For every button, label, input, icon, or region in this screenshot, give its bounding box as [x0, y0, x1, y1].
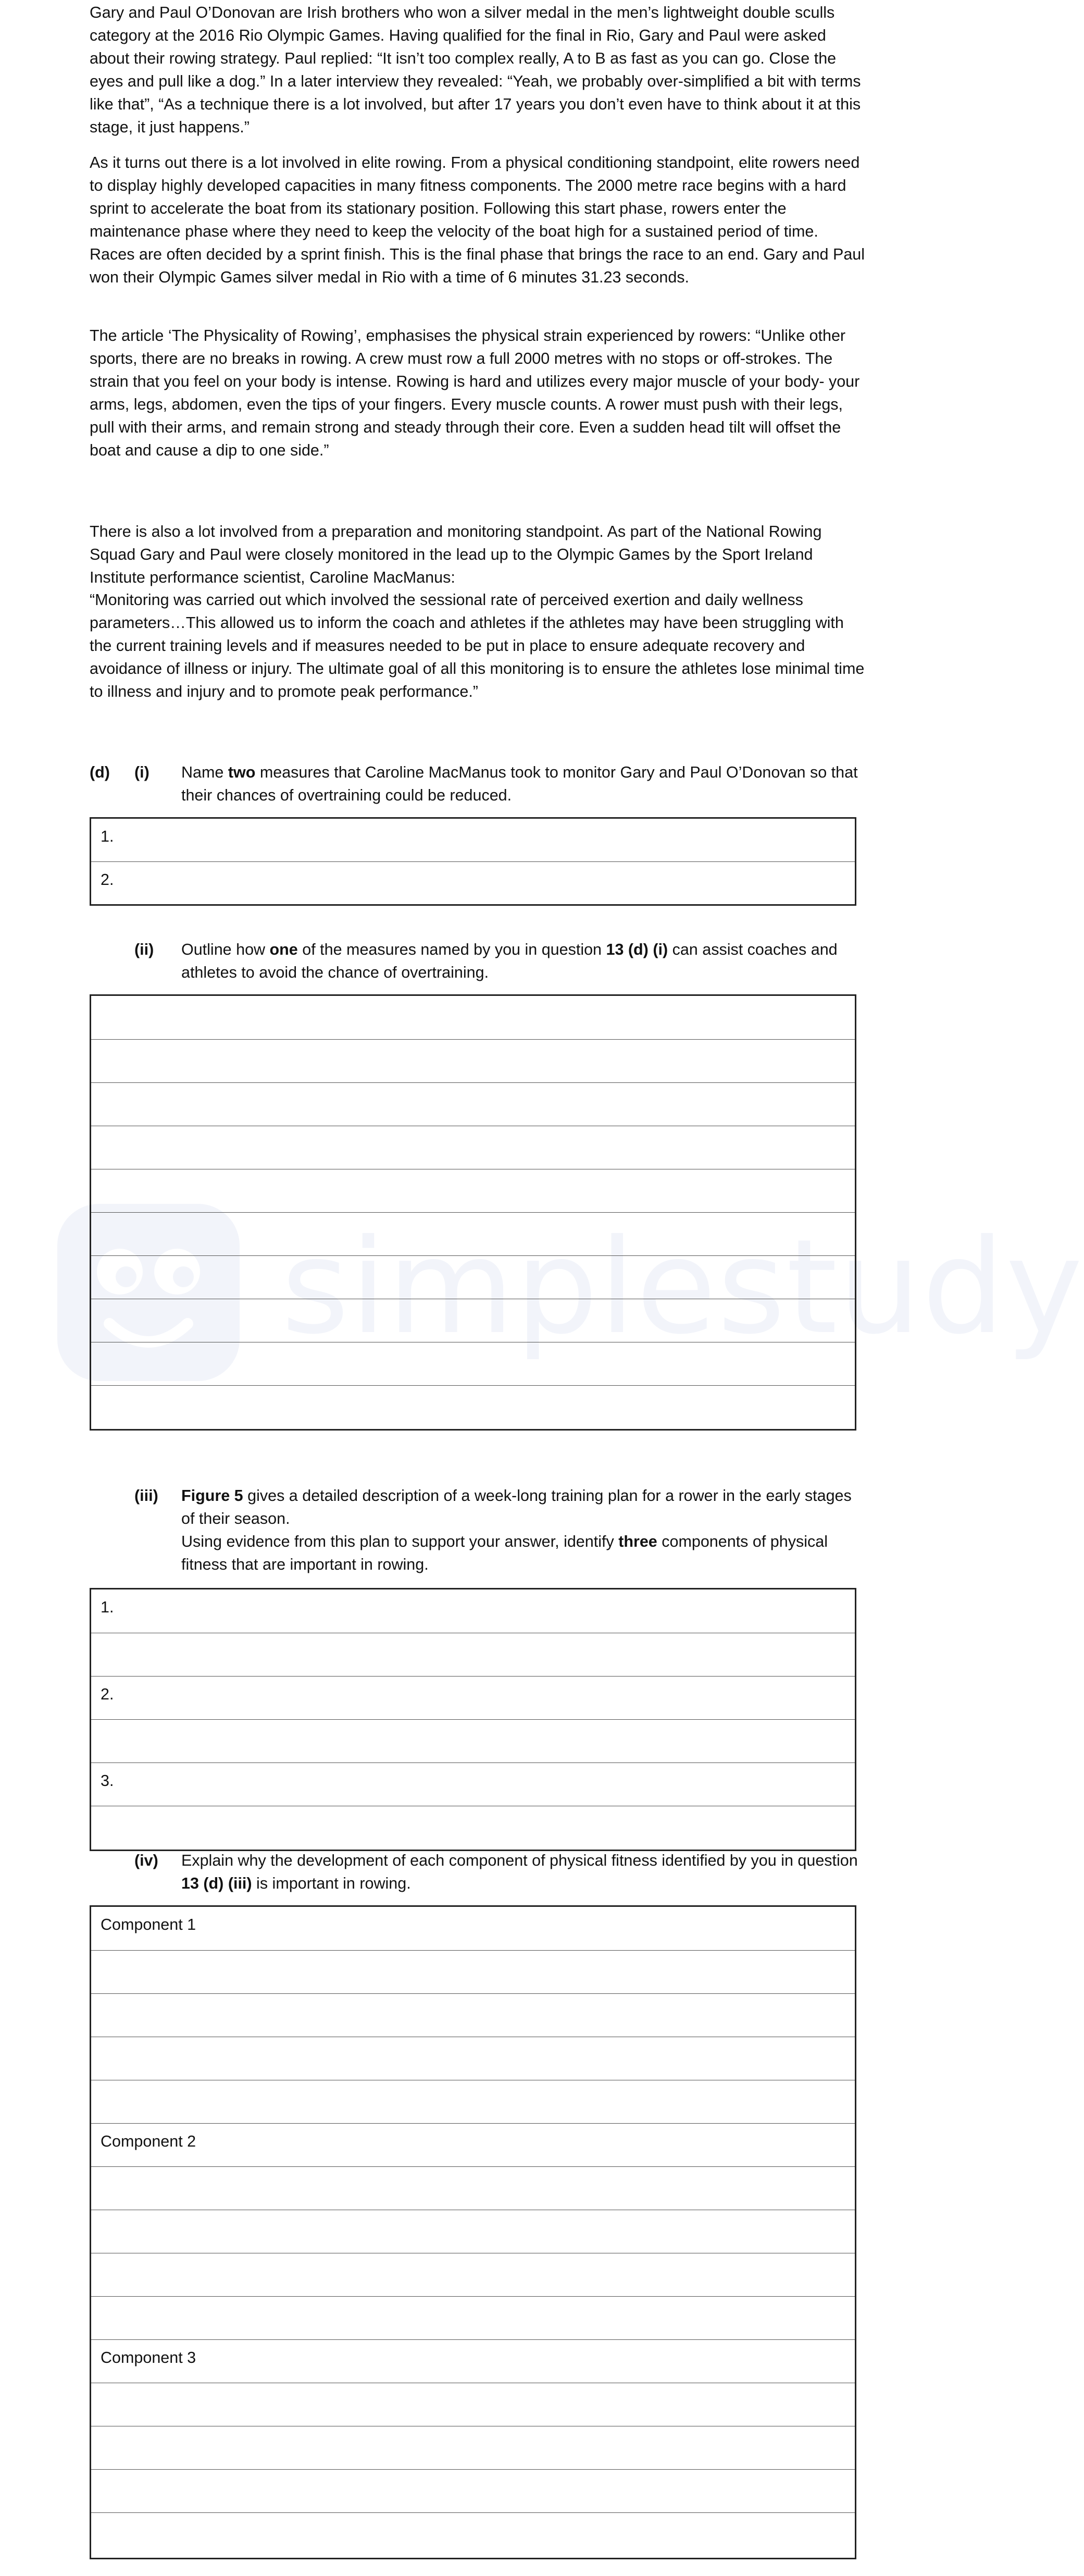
answer-box-iv[interactable] — [90, 1905, 856, 2559]
question-d-label: (d) — [90, 763, 110, 781]
answer-row[interactable] — [91, 1950, 855, 1993]
answer-row[interactable] — [91, 2512, 855, 2556]
answer-row[interactable] — [91, 1255, 855, 1299]
question-iii-label: (iii) — [134, 1487, 158, 1505]
answer-row-label: 2. — [101, 1685, 114, 1703]
answer-row[interactable] — [91, 2383, 855, 2426]
answer-row[interactable] — [91, 861, 855, 904]
answer-row-label: 2. — [101, 871, 114, 889]
answer-row[interactable] — [91, 1993, 855, 2037]
answer-row[interactable] — [91, 2123, 855, 2166]
component-label: Component 3 — [101, 2349, 196, 2367]
answer-row-label: 1. — [101, 1598, 114, 1616]
component-label: Component 2 — [101, 2133, 196, 2150]
question-iii-text: Figure 5 gives a detailed description of a week-long training plan for a rower in the early stages of their season. Using evidence from this plan to support your answer, identify three components of physical fitness that are important in rowing. — [181, 1487, 852, 1573]
answer-row[interactable] — [91, 1907, 855, 1950]
answer-row[interactable] — [91, 2210, 855, 2253]
passage-quote: “Monitoring was carried out which involved the sessional rate of perceived exertion and daily wellness parameters…This allowed us to inform the coach and athletes if the athletes may have been struggling with the current training levels and if measures needed to be put in place to ensure adequate recovery and avoidance of illness or injury. The ultimate goal of all this monitoring is to ensure the athletes lose minimal time to illness and injury and to promote peak performance.” — [90, 591, 865, 700]
answer-row[interactable] — [91, 1719, 855, 1762]
watermark-text: simplestudy — [281, 1211, 1084, 1363]
answer-row[interactable] — [91, 1169, 855, 1212]
answer-row[interactable] — [91, 2296, 855, 2339]
passage-paragraph-2: As it turns out there is a lot involved in elite rowing. From a physical conditioning standpoint, elite rowers need to display highly developed capacities in many fitness components. The 2000 metre race begins with a hard sprint to accelerate the boat from its stationary position. Following this start phase, rowers enter the maintenance phase where they need to keep the velocity of the boat high for a sustained period of time. Races are often decided by a sprint finish. This is the final phase that brings the race to an end. Gary and Paul won their Olympic Games silver medal in Rio with a time of 6 minutes 31.23 seconds. — [90, 154, 865, 286]
question-i-text: Name two measures that Caroline MacManus took to monitor Gary and Paul O’Donovan so that their chances of overtraining could be reduced. — [181, 763, 858, 804]
component-label: Component 1 — [101, 1916, 196, 1933]
answer-box-ii[interactable] — [90, 994, 856, 1431]
answer-row[interactable] — [91, 1806, 855, 1850]
answer-row[interactable] — [91, 2426, 855, 2469]
answer-row[interactable] — [91, 1126, 855, 1169]
question-iv-label: (iv) — [134, 1852, 158, 1869]
answer-row[interactable] — [91, 1082, 855, 1126]
answer-row[interactable] — [91, 1762, 855, 1806]
answer-box-i[interactable] — [90, 817, 856, 906]
answer-row-label: 1. — [101, 828, 114, 845]
answer-row[interactable] — [91, 1589, 855, 1633]
question-ii-text: Outline how one of the measures named by you in question 13 (d) (i) can assist coaches and athletes to avoid the chance of overtraining. — [181, 941, 838, 981]
answer-row[interactable] — [91, 996, 855, 1039]
question-iv-text: Explain why the development of each component of physical fitness identified by you in question 13 (d) (iii) is important in rowing. — [181, 1852, 858, 1892]
answer-row[interactable] — [91, 1633, 855, 1676]
answer-row[interactable] — [91, 1212, 855, 1255]
question-i-label: (i) — [134, 763, 149, 781]
passage-paragraph-1: Gary and Paul O’Donovan are Irish brothers who won a silver medal in the men’s lightweight double sculls category at the 2016 Rio Olympic Games. Having qualified for the final in Rio, Gary and Paul were asked about their rowing strategy. Paul replied: “It isn’t too complex really, A to B as fast as you can go. Close the eyes and pull like a dog.” In a later interview they revealed: “Yeah, we probably over-simplified a bit with terms like that”, “As a technique there is a lot involved, but after 17 years you don’t even have to think about it at this stage, it just happens.” — [90, 4, 861, 136]
answer-box-iii[interactable] — [90, 1588, 856, 1851]
passage-paragraph-3: The article ‘The Physicality of Rowing’, emphasises the physical strain experienced by rowers: “Unlike other sports, there are no breaks in rowing. A crew must row a full 2000 metres with no stops or off-strokes. The strain that you feel on your body is intense. Rowing is hard and utilizes every major muscle of your body- your arms, legs, abdomen, even the tips of your fingers. Every muscle counts. A rower must push with their legs, pull with their arms, and remain strong and steady through their core. Even a sudden head tilt will offset the boat and cause a dip to one side.” — [90, 327, 860, 459]
question-ii-label: (ii) — [134, 941, 154, 958]
answer-row[interactable] — [91, 2469, 855, 2512]
answer-row[interactable] — [91, 2253, 855, 2296]
answer-row[interactable] — [91, 1299, 855, 1342]
answer-row[interactable] — [91, 2166, 855, 2210]
passage-paragraph-4: There is also a lot involved from a preparation and monitoring standpoint. As part of the National Rowing Squad Gary and Paul were closely monitored in the lead up to the Olympic Games by the Sport Ireland Institute performance scientist, Caroline MacManus: — [90, 523, 822, 586]
answer-row-label: 3. — [101, 1772, 114, 1790]
answer-row[interactable] — [91, 2339, 855, 2383]
answer-row[interactable] — [91, 1676, 855, 1719]
answer-row[interactable] — [91, 819, 855, 861]
answer-row[interactable] — [91, 2080, 855, 2123]
answer-row[interactable] — [91, 1039, 855, 1082]
answer-row[interactable] — [91, 1342, 855, 1385]
answer-row[interactable] — [91, 2037, 855, 2080]
answer-row[interactable] — [91, 1385, 855, 1428]
